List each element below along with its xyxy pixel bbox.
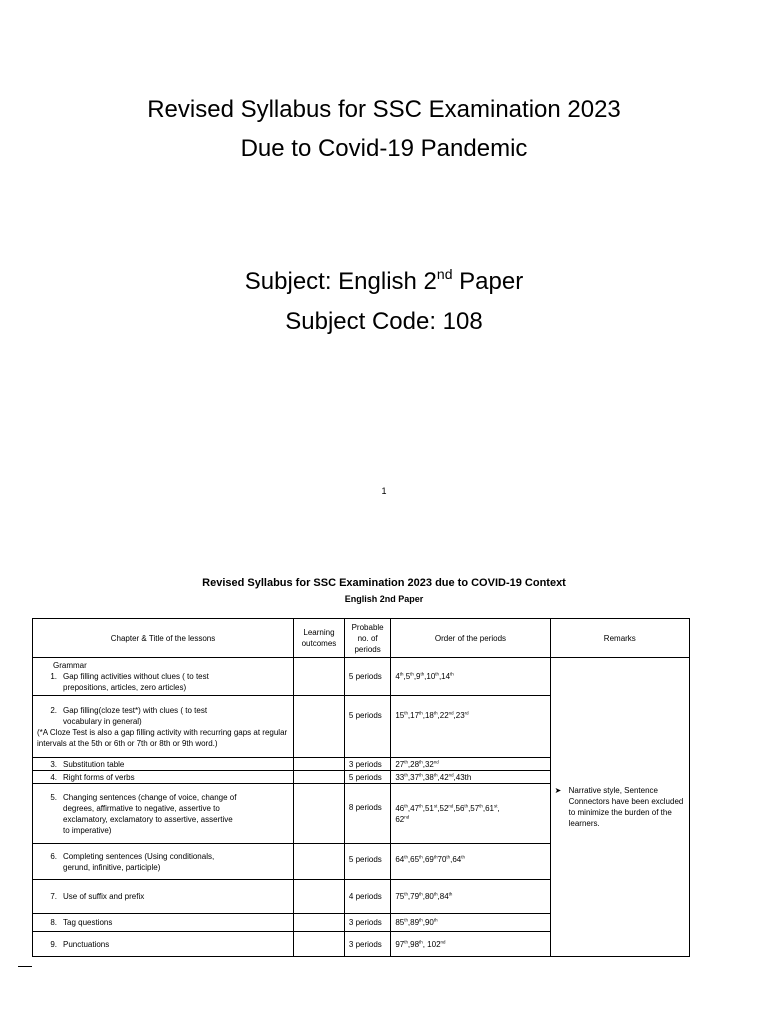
remarks-text: Narrative style, Sentence Connectors have been excluded to minimize the burden of the learners. [568,786,684,828]
row-number: 4. [50,772,57,782]
chapter-cell [33,932,294,957]
row-text-cont: vocabulary in general) [63,716,142,726]
order-cell: 15th,17th,18th,22nd,23rd [391,696,550,758]
outcomes-cell [294,758,345,771]
periods-cell: 3 periods [344,758,390,771]
page-divider [18,966,32,967]
row-number: 8. [50,918,57,927]
chapter-cell [33,658,294,696]
order-cell: 27th,28th,32nd [391,758,550,771]
row-text: Changing sentences (change of voice, change of [63,792,237,802]
header-order: Order of the periods [391,619,550,658]
subject-prefix: Subject: English 2 [244,268,437,295]
outcomes-cell [294,914,345,932]
periods-cell: 5 periods [344,696,390,758]
table-header-row [33,619,690,658]
periods-cell: 5 periods [344,771,390,784]
row-text: Punctuations [63,939,110,949]
arrow-bullet-icon: ➤ [554,786,562,795]
row-number: 3. [50,759,57,769]
outcomes-cell [294,784,345,844]
outcomes-cell [294,658,345,696]
chapter-cell [33,914,294,932]
chapter-cell [33,771,294,784]
outcomes-cell [294,696,345,758]
cloze-note: (*A Cloze Test is also a gap filling activity with recurring gaps at regular intervals at the 5th or 6th or 7th or 8th or 9th word.) [37,727,288,748]
row-number: 2. [50,705,57,715]
row-text: Right forms of verbs [63,772,135,782]
section-label: Grammar [53,661,87,670]
remarks-bullet [555,785,685,829]
header-remarks: Remarks [550,619,689,658]
row-text: Tag questions [63,918,113,927]
table-title: Revised Syllabus for SSC Examination 2023 due to COVID-19 Context [202,577,566,589]
table-row [33,658,690,696]
row-text: Substitution table [63,759,125,769]
outcomes-cell [294,844,345,880]
periods-cell: 5 periods [344,658,390,696]
row-number: 9. [50,939,57,949]
header-chapter: Chapter & Title of the lessons [33,619,294,658]
order-cell: 97th,98th, 102nd [391,932,550,957]
order-cell: 75th,79th,80th,84th [391,880,550,914]
outcomes-cell [294,880,345,914]
remarks-cell [550,658,689,957]
cover-title-line2: Due to Covid-19 Pandemic [240,135,528,162]
row-text: Gap filling activities without clues ( to test [63,672,209,681]
subject-suffix: Paper [452,268,524,295]
chapter-cell [33,844,294,880]
syllabus-table [32,618,690,957]
row-text-cont: degrees, affirmative to negative, assertive to [63,803,220,813]
row-number: 7. [50,892,57,901]
table-subtitle: English 2nd Paper [344,594,424,604]
outcomes-cell [294,932,345,957]
periods-cell: 4 periods [344,880,390,914]
cover-subject-code: Subject Code: 108 [285,308,483,335]
periods-cell: 8 periods [344,784,390,844]
periods-cell: 5 periods [344,844,390,880]
page-number: 1 [381,486,387,496]
row-number: 6. [50,851,57,861]
row-text: Use of suffix and prefix [63,892,145,901]
row-number: 5. [50,792,57,802]
header-outcomes: Learning outcomes [294,619,345,658]
chapter-cell [33,696,294,758]
order-cell: 64th,65th,69th70th,64th [391,844,550,880]
header-periods: Probable no. of periods [344,619,390,658]
row-text-cont: prepositions, articles, zero articles) [63,683,187,692]
cover-title-line1: Revised Syllabus for SSC Examination 2023 [147,96,621,123]
order-cell: 4th,5th,9th,10th,14th [391,658,550,696]
row-text: Gap filling(cloze test*) with clues ( to test [63,705,208,715]
chapter-cell [33,758,294,771]
periods-cell: 3 periods [344,932,390,957]
order-cell: 33th,37th,38th,42nd,43th [391,771,550,784]
row-text-cont: exclamatory, exclamatory to assertive, assertive [63,814,233,824]
row-text-cont: gerund, infinitive, participle) [63,862,161,872]
chapter-cell [33,784,294,844]
outcomes-cell [294,771,345,784]
row-text-cont: to imperative) [63,825,112,835]
row-text: Completing sentences (Using conditionals, [63,851,215,861]
order-cell: 46th,47th,51st,52nd,56th,57th,61st, 62nd [391,784,550,844]
order-cell: 85th,89th,90th [391,914,550,932]
cover-subject [0,267,768,297]
subject-sup: nd [436,266,453,282]
row-number: 1. [50,672,57,681]
periods-cell: 3 periods [344,914,390,932]
chapter-cell [33,880,294,914]
